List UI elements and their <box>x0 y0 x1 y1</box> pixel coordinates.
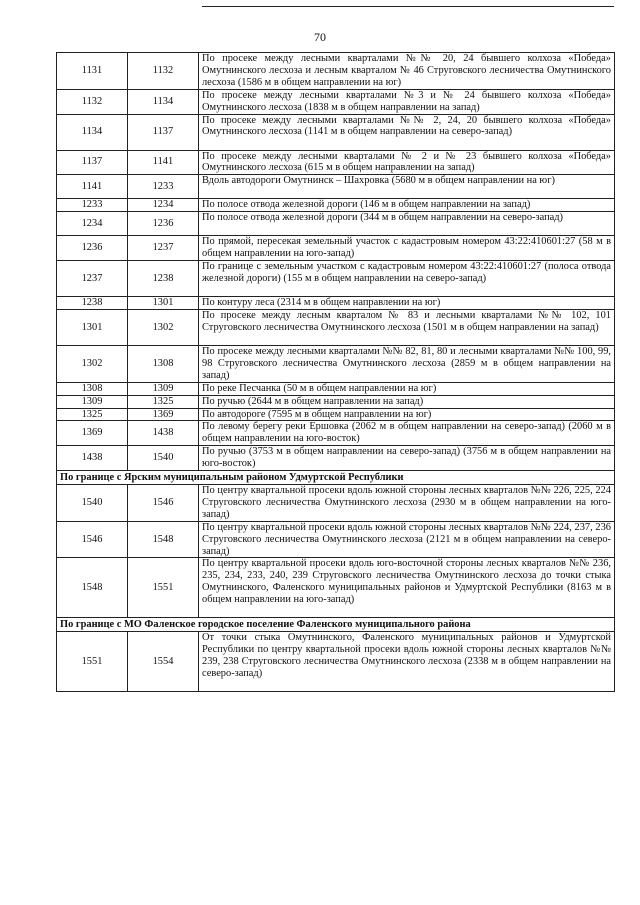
point-to-cell: 1141 <box>128 150 199 175</box>
table-row <box>57 408 615 421</box>
boundary-table-body <box>57 53 615 692</box>
boundary-description-cell: По автодороге (7595 м в общем направлении на юг) <box>199 408 615 421</box>
point-to-cell: 1554 <box>128 632 199 692</box>
table-row <box>57 261 615 297</box>
point-from-cell: 1236 <box>57 236 128 261</box>
boundary-description-cell: По прямой, пересекая земельный участок с кадастровым номером 43:22:410601:27 (58 м в общем направлении на юго-запад) <box>199 236 615 261</box>
point-to-cell: 1302 <box>128 309 199 345</box>
boundary-description-cell: По просеке между лесным кварталом № 83 и лесными кварталами №№ 102, 101 Струговского лесничества Омутнинского лесхоза (1501 м в общем направлении на запад) <box>199 309 615 345</box>
boundary-description-cell: По просеке между лесными кварталами №№ 82, 81, 80 и лесными кварталами №№ 100, 99, 98 Струговского лесничества Омутнинского лесхоза (2859 м в общем направлении на запад) <box>199 345 615 382</box>
point-to-cell: 1237 <box>128 236 199 261</box>
point-from-cell: 1132 <box>57 89 128 114</box>
point-from-cell: 1438 <box>57 446 128 471</box>
table-row <box>57 309 615 345</box>
table-row <box>57 212 615 236</box>
table-row <box>57 558 615 618</box>
boundary-description-cell: По границе с земельным участком с кадастровым номером 43:22:410601:27 (полоса отвода железной дороги) (155 м в общем направлении на северо-запад) <box>199 261 615 297</box>
point-to-cell: 1309 <box>128 382 199 395</box>
point-from-cell: 1325 <box>57 408 128 421</box>
point-from-cell: 1301 <box>57 309 128 345</box>
point-to-cell: 1137 <box>128 114 199 150</box>
point-from-cell: 1546 <box>57 521 128 558</box>
point-from-cell: 1369 <box>57 421 128 446</box>
point-to-cell: 1438 <box>128 421 199 446</box>
point-from-cell: 1137 <box>57 150 128 175</box>
section-heading: По границе с МО Фаленское городское поселение Фаленского муниципального района <box>57 618 615 632</box>
table-row <box>57 114 615 150</box>
point-to-cell: 1233 <box>128 175 199 199</box>
section-row <box>57 618 615 632</box>
table-row <box>57 199 615 212</box>
header-rule <box>202 6 614 7</box>
page-number: 70 <box>314 30 326 44</box>
point-to-cell: 1369 <box>128 408 199 421</box>
point-to-cell: 1540 <box>128 446 199 471</box>
table-row <box>57 521 615 558</box>
table-row <box>57 382 615 395</box>
point-to-cell: 1301 <box>128 297 199 310</box>
table-row <box>57 485 615 522</box>
table-row <box>57 421 615 446</box>
table-row <box>57 89 615 114</box>
table-row <box>57 395 615 408</box>
table-row <box>57 175 615 199</box>
point-to-cell: 1238 <box>128 261 199 297</box>
table-row <box>57 345 615 382</box>
table-row <box>57 632 615 692</box>
point-from-cell: 1308 <box>57 382 128 395</box>
boundary-description-cell: По просеке между лесными кварталами № 2 и № 23 бывшего колхоза «Победа» Омутнинского лесхоза (615 м в общем направлении на запад) <box>199 150 615 175</box>
point-from-cell: 1141 <box>57 175 128 199</box>
boundary-description-cell: По просеке между лесными кварталами №№ 2, 24, 20 бывшего колхоза «Победа» Омутнинского лесхоза (1141 м в общем направлении на северо-запад) <box>199 114 615 150</box>
point-from-cell: 1238 <box>57 297 128 310</box>
boundary-description-cell: По центру квартальной просеки вдоль южной стороны лесных кварталов №№ 224, 237, 236 Струговского лесничества Омутнинского лесхоза (2121 м в общем направлении на северо-запад) <box>199 521 615 558</box>
point-from-cell: 1548 <box>57 558 128 618</box>
table-row <box>57 150 615 175</box>
point-to-cell: 1134 <box>128 89 199 114</box>
point-from-cell: 1134 <box>57 114 128 150</box>
point-from-cell: 1237 <box>57 261 128 297</box>
boundary-description-cell: По ручью (2644 м в общем направлении на запад) <box>199 395 615 408</box>
table-row <box>57 297 615 310</box>
point-to-cell: 1308 <box>128 345 199 382</box>
boundary-description-cell: По контуру леса (2314 м в общем направлении на юг) <box>199 297 615 310</box>
point-to-cell: 1236 <box>128 212 199 236</box>
section-row <box>57 471 615 485</box>
boundary-table <box>56 52 615 692</box>
point-to-cell: 1546 <box>128 485 199 522</box>
boundary-description-cell: По ручью (3753 м в общем направлении на северо-запад) (3756 м в общем направлении на юго-восток) <box>199 446 615 471</box>
boundary-description-cell: По центру квартальной просеки вдоль южной стороны лесных кварталов №№ 226, 225, 224 Струговского лесничества Омутнинского лесхоза (2930 м в общем направлении на юго-запад) <box>199 485 615 522</box>
point-from-cell: 1551 <box>57 632 128 692</box>
boundary-description-cell: Вдоль автодороги Омутнинск – Шахровка (5680 м в общем направлении на юг) <box>199 175 615 199</box>
point-to-cell: 1132 <box>128 53 199 90</box>
point-to-cell: 1234 <box>128 199 199 212</box>
point-from-cell: 1309 <box>57 395 128 408</box>
point-from-cell: 1131 <box>57 53 128 90</box>
boundary-description-cell: По просеке между лесными кварталами №№ 20, 24 бывшего колхоза «Победа» Омутнинского лесхоза и лесным кварталом № 46 Струговского лесничества Омутнинского лесхоза (1586 м в общем направлении на юг) <box>199 53 615 90</box>
boundary-description-cell: По просеке между лесными кварталами №3 и № 24 бывшего колхоза «Победа» Омутнинского лесхоза (1838 м в общем направлении на запад) <box>199 89 615 114</box>
boundary-description-cell: По полосе отвода железной дороги (344 м в общем направлении на северо-запад) <box>199 212 615 236</box>
section-heading: По границе с Ярским муниципальным районом Удмуртской Республики <box>57 471 615 485</box>
point-from-cell: 1540 <box>57 485 128 522</box>
boundary-description-cell: По центру квартальной просеки вдоль юго-восточной стороны лесных кварталов №№ 236, 235, 234, 233, 240, 239 Струговского лесничества Омутнинского лесхоза до точки стыка Омутнинского, Фаленского муниципальных районов и Удмуртской Республики (8163 м в общем направлении на юго-запад) <box>199 558 615 618</box>
table-row <box>57 236 615 261</box>
boundary-description-cell: По реке Песчанка (50 м в общем направлении на юг) <box>199 382 615 395</box>
point-to-cell: 1325 <box>128 395 199 408</box>
table-row <box>57 53 615 90</box>
boundary-description-cell: По полосе отвода железной дороги (146 м в общем направлении на запад) <box>199 199 615 212</box>
point-from-cell: 1234 <box>57 212 128 236</box>
boundary-description-cell: По левому берегу реки Ершовка (2062 м в общем направлении на северо-запад) (2060 м в общем направлении на юго-восток) <box>199 421 615 446</box>
point-to-cell: 1551 <box>128 558 199 618</box>
point-from-cell: 1302 <box>57 345 128 382</box>
point-from-cell: 1233 <box>57 199 128 212</box>
table-row <box>57 446 615 471</box>
boundary-description-cell: От точки стыка Омутнинского, Фаленского муниципальных районов и Удмуртской Республики по центру квартальной просеки вдоль южной стороны лесных кварталов №№ 239, 238 Струговского лесничества Омутнинского лесхоза (2338 м в общем направлении на северо-запад) <box>199 632 615 692</box>
point-to-cell: 1548 <box>128 521 199 558</box>
